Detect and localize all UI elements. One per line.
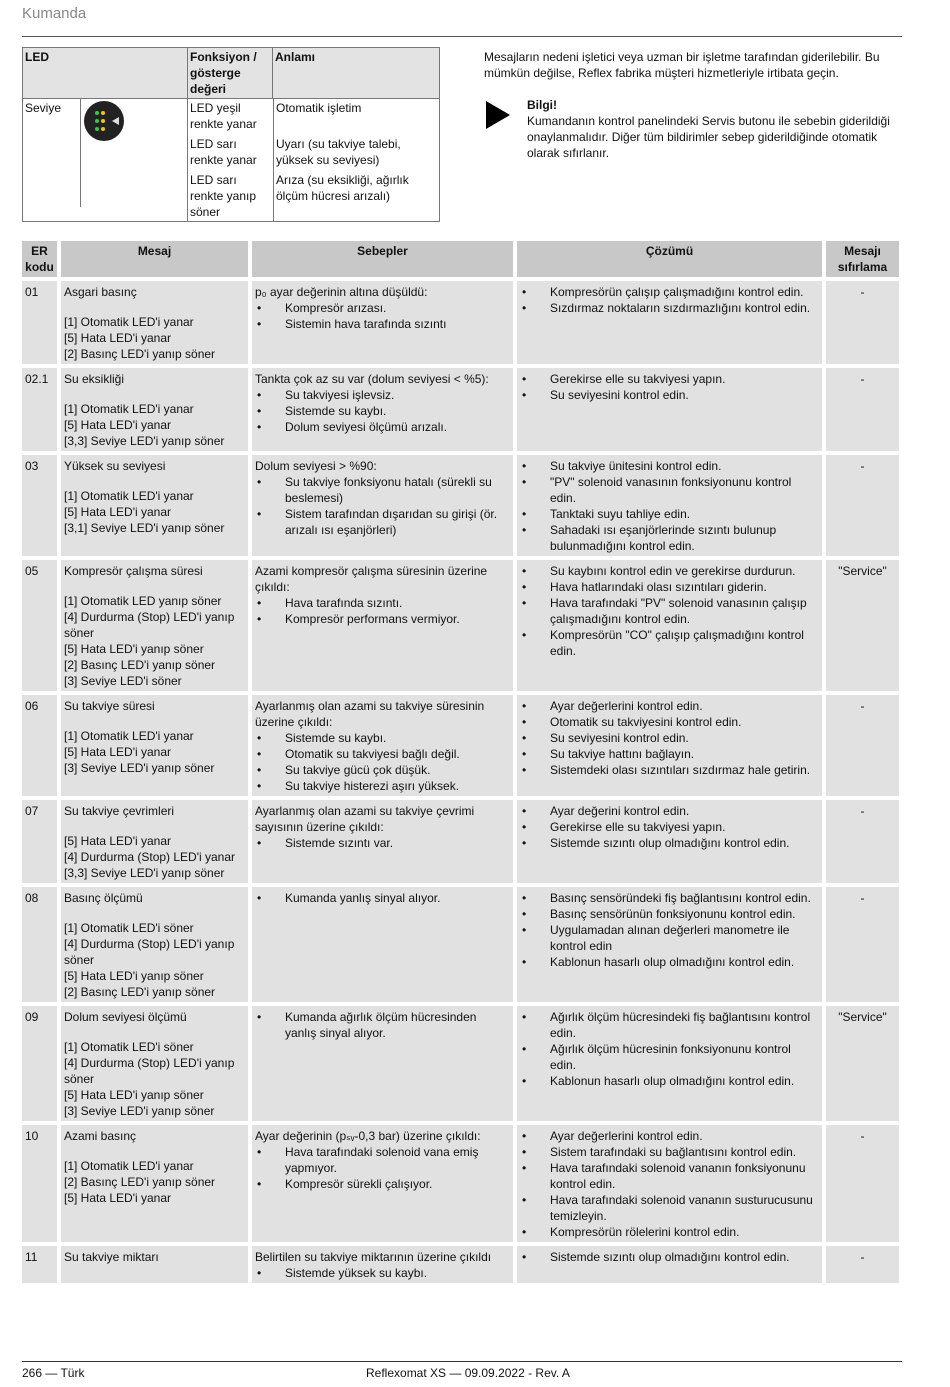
table-row (22, 695, 899, 796)
error-reset: - (826, 1246, 899, 1283)
page-header-title: Kumanda (22, 5, 87, 22)
error-code: 07 (22, 800, 57, 883)
led-status: [3,3] Seviye LED'i yanıp söner (64, 866, 225, 880)
error-code: 01 (22, 281, 57, 364)
error-code: 03 (22, 455, 57, 556)
error-causes (252, 800, 513, 883)
cause-item: • Kompresör performans vermiyor. (255, 611, 510, 627)
solution-item: • Ayar değerini kontrol edin. (520, 803, 819, 819)
cause-intro: Tankta çok az su var (dolum seviyesi < %5): (255, 372, 489, 386)
solution-item: • Kompresörün çalışıp çalışmadığını kontrol edin. (520, 284, 819, 300)
error-solutions (517, 887, 822, 1002)
error-causes (252, 695, 513, 796)
error-causes (252, 1125, 513, 1242)
error-solutions (517, 455, 822, 556)
error-reset: "Service" (826, 560, 899, 691)
error-causes (252, 1246, 513, 1283)
solution-item: • Tanktaki suyu tahliye edin. (520, 506, 819, 522)
error-reset: - (826, 887, 899, 1002)
message-title: Dolum seviyesi ölçümü (64, 1010, 187, 1024)
solution-item: • Ağırlık ölçüm hücresinin fonksiyonunu kontrol edin. (520, 1041, 819, 1073)
solution-item: • Basınç sensörünün fonksiyonunu kontrol edin. (520, 906, 819, 922)
solution-item: • Su kaybını kontrol edin ve gerekirse durdurun. (520, 563, 819, 579)
message-title: Yüksek su seviyesi (64, 459, 166, 473)
led-status: [5] Hata LED'i yanar (64, 331, 172, 345)
cause-intro: Ayar değerinin (pₛᵥ-0,3 bar) üzerine çıkıldı: (255, 1129, 481, 1143)
cause-intro: Belirtilen su takviye miktarının üzerine çıkıldı (255, 1250, 492, 1264)
cause-intro: Ayarlanmış olan azami su takviye çevrimi sayısının üzerine çıkıldı: (255, 804, 475, 834)
led-status: [2] Basınç LED'i yanıp söner (64, 347, 216, 361)
led-status: [2] Basınç LED'i yanıp söner (64, 985, 216, 999)
table-row (22, 560, 899, 691)
led-status: [4] Durdurma (Stop) LED'i yanıp söner (64, 937, 235, 967)
solution-item: • Hava tarafındaki solenoid vananın fonksiyonunu kontrol edin. (520, 1160, 819, 1192)
solution-item: • Kablonun hasarlı olup olmadığını kontrol edin. (520, 1073, 819, 1089)
cause-item: • Kompresör arızası. (255, 300, 510, 316)
led-status: [5] Hata LED'i yanar (64, 505, 172, 519)
play-arrow-icon (486, 101, 510, 129)
solution-header: Çözümü (517, 241, 822, 277)
led-function: LED sarı renkte yanar (188, 135, 274, 171)
led-status: [3] Seviye LED'i söner (64, 674, 182, 688)
solution-item: • Sistemde sızıntı olup olmadığını kontrol edin. (520, 835, 819, 851)
led-status: [5] Hata LED'i yanıp söner (64, 642, 204, 656)
error-message (61, 695, 248, 796)
solution-item: • Su takviye hattını bağlayın. (520, 746, 819, 762)
cause-item: • Sistemin hava tarafında sızıntı (255, 316, 510, 332)
error-message (61, 1125, 248, 1242)
cause-item: • Hava tarafında sızıntı. (255, 595, 510, 611)
footer-page: 266 — Türk (22, 1366, 85, 1380)
message-title: Kompresör çalışma süresi (64, 564, 203, 578)
cause-item: • Su takviyesi işlevsiz. (255, 387, 510, 403)
led-status: [5] Hata LED'i yanar (64, 418, 172, 432)
led-status: [3,1] Seviye LED'i yanıp söner (64, 521, 225, 535)
solution-item: • Sistem tarafındaki su bağlantısını kontrol edin. (520, 1144, 819, 1160)
error-message (61, 368, 248, 451)
led-status: [4] Durdurma (Stop) LED'i yanar (64, 850, 236, 864)
cause-item: • Otomatik su takviyesi bağlı değil. (255, 746, 510, 762)
led-status: [5] Hata LED'i yanıp söner (64, 969, 204, 983)
error-reset: - (826, 800, 899, 883)
code-header: ER kodu (22, 241, 57, 277)
led-icon-cell (81, 99, 188, 207)
note-title: Bilgi! (527, 98, 557, 112)
solution-item: • Basınç sensöründeki fiş bağlantısını kontrol edin. (520, 890, 819, 906)
solution-item: • Ağırlık ölçüm hücresindeki fiş bağlantısını kontrol edin. (520, 1009, 819, 1041)
message-title: Basınç ölçümü (64, 891, 143, 905)
level-led-icon (84, 101, 124, 141)
table-row (22, 887, 899, 1002)
led-status: [1] Otomatik LED'i söner (64, 921, 194, 935)
solution-item: • Ayar değerlerini kontrol edin. (520, 1128, 819, 1144)
solution-item: • "PV" solenoid vanasının fonksiyonunu kontrol edin. (520, 474, 819, 506)
solution-item: • Otomatik su takviyesini kontrol edin. (520, 714, 819, 730)
reset-header: Mesajı sıfırlama (826, 241, 899, 277)
led-meaning: Uyarı (su takviye talebi, yüksek su seviyesi) (276, 137, 401, 167)
led-status: [3] Seviye LED'i yanıp söner (64, 1104, 215, 1118)
error-reset: - (826, 455, 899, 556)
solution-item: • Hava tarafındaki "PV" solenoid vanasının çalışıp çalışmadığını kontrol edin. (520, 595, 819, 627)
error-message (61, 1006, 248, 1121)
solution-item: • Sistemde sızıntı olup olmadığını kontrol edin. (520, 1249, 819, 1265)
led-meaning: Arıza (su eksikliği, ağırlık ölçüm hücresi arızalı) (276, 173, 409, 203)
error-causes (252, 887, 513, 1002)
led-status: [1] Otomatik LED'i yanar (64, 402, 194, 416)
led-status: [3] Seviye LED'i yanıp söner (64, 761, 215, 775)
intro-paragraph: Mesajların nedeni işletici veya uzman bir işletme tarafından giderilebilir. Bu mümkün değilse, Reflex fabrika müşteri hizmetleriyle irtibata geçin. (484, 50, 880, 80)
error-message (61, 1246, 248, 1283)
led-status: [3,3] Seviye LED'i yanıp söner (64, 434, 225, 448)
header-divider (22, 36, 902, 37)
cause-item: • Su takviye histerezi aşırı yüksek. (255, 778, 510, 794)
error-solutions (517, 281, 822, 364)
solution-item: • Kompresörün "CO" çalışıp çalışmadığını kontrol edin. (520, 627, 819, 659)
solution-item: • Gerekirse elle su takviyesi yapın. (520, 819, 819, 835)
cause-item: • Dolum seviyesi ölçümü arızalı. (255, 419, 510, 435)
error-solutions (517, 560, 822, 691)
solution-item: • Su takviye ünitesini kontrol edin. (520, 458, 819, 474)
causes-header: Sebepler (252, 241, 513, 277)
message-title: Su takviye süresi (64, 699, 155, 713)
error-message (61, 455, 248, 556)
led-function: LED sarı renkte yanıp söner (188, 171, 274, 221)
solution-item: • Kompresörün rölelerini kontrol edin. (520, 1224, 819, 1240)
led-table (22, 47, 440, 222)
cause-intro: Dolum seviyesi > %90: (255, 459, 377, 473)
error-causes (252, 1006, 513, 1121)
solution-item: • Sistemdeki olası sızıntıları sızdırmaz hale getirin. (520, 762, 819, 778)
error-causes (252, 455, 513, 556)
led-status: [1] Otomatik LED'i yanar (64, 489, 194, 503)
function-header: Fonksiyon / gösterge değeri (188, 48, 273, 99)
cause-item: • Sistemde su kaybı. (255, 730, 510, 746)
message-title: Su takviye çevrimleri (64, 804, 175, 818)
cause-item: • Kumanda yanlış sinyal alıyor. (255, 890, 510, 906)
message-title: Su eksikliği (64, 372, 125, 386)
error-reset: - (826, 281, 899, 364)
footer-divider (22, 1361, 902, 1362)
led-status: [1] Otomatik LED'i yanar (64, 729, 194, 743)
cause-item: • Sistemde sızıntı var. (255, 835, 510, 851)
cause-item: • Su takviye gücü çok düşük. (255, 762, 510, 778)
led-header: LED (23, 48, 188, 99)
cause-intro: Ayarlanmış olan azami su takviye süresinin üzerine çıkıldı: (255, 699, 485, 729)
error-code: 08 (22, 887, 57, 1002)
error-message (61, 281, 248, 364)
error-solutions (517, 800, 822, 883)
cause-item: • Su takviye fonksiyonu hatalı (sürekli su beslemesi) (255, 474, 510, 506)
error-code: 10 (22, 1125, 57, 1242)
led-status: [2] Basınç LED'i yanıp söner (64, 658, 216, 672)
led-status: [2] Basınç LED'i yanıp söner (64, 1175, 216, 1189)
error-reset: - (826, 1125, 899, 1242)
solution-item: • Kablonun hasarlı olup olmadığını kontrol edin. (520, 954, 819, 970)
error-table (18, 237, 903, 1287)
error-code: 05 (22, 560, 57, 691)
table-row (22, 800, 899, 883)
table-row (22, 1006, 899, 1121)
table-row (22, 1125, 899, 1242)
led-status: [5] Hata LED'i yanar (64, 834, 172, 848)
table-row (22, 1246, 899, 1283)
error-message (61, 800, 248, 883)
led-cell (23, 99, 188, 222)
led-status: [4] Durdurma (Stop) LED'i yanıp söner (64, 1056, 235, 1086)
led-status: [4] Durdurma (Stop) LED'i yanıp söner (64, 610, 235, 640)
cause-item: • Sistemde su kaybı. (255, 403, 510, 419)
cause-intro: p₀ ayar değerinin altına düşüldü: (255, 285, 428, 299)
error-causes (252, 368, 513, 451)
led-status: [1] Otomatik LED'i yanar (64, 315, 194, 329)
cause-item: • Sistemde yüksek su kaybı. (255, 1265, 510, 1281)
error-reset: - (826, 368, 899, 451)
solution-item: • Ayar değerlerini kontrol edin. (520, 698, 819, 714)
error-solutions (517, 695, 822, 796)
error-reset: - (826, 695, 899, 796)
level-label: Seviye (23, 99, 81, 207)
cause-item: • Kompresör sürekli çalışıyor. (255, 1176, 510, 1192)
error-code: 09 (22, 1006, 57, 1121)
info-note (484, 97, 904, 161)
cause-intro: Azami kompresör çalışma süresinin üzerine çıkıldı: (255, 564, 488, 594)
error-message (61, 560, 248, 691)
meaning-header: Anlamı (273, 48, 440, 99)
error-solutions (517, 1006, 822, 1121)
message-title: Azami basınç (64, 1129, 137, 1143)
led-status: [1] Otomatik LED yanıp söner (64, 594, 222, 608)
cause-item: • Kumanda ağırlık ölçüm hücresinden yanlış sinyal alıyor. (255, 1009, 510, 1041)
led-status: [5] Hata LED'i yanar (64, 1191, 172, 1205)
error-solutions (517, 368, 822, 451)
table-row (22, 281, 899, 364)
solution-item: • Su seviyesini kontrol edin. (520, 730, 819, 746)
message-title: Su takviye miktarı (64, 1250, 159, 1264)
solution-item: • Uygulamadan alınan değerleri manometre ile kontrol edin (520, 922, 819, 954)
error-solutions (517, 1246, 822, 1283)
error-reset: "Service" (826, 1006, 899, 1121)
solution-item: • Su seviyesini kontrol edin. (520, 387, 819, 403)
error-code: 02.1 (22, 368, 57, 451)
solution-item: • Hava tarafındaki solenoid vananın susturucusunu temizleyin. (520, 1192, 819, 1224)
cause-item: • Hava tarafındaki solenoid vana emiş yapmıyor. (255, 1144, 510, 1176)
solution-item: • Hava hatlarındaki olası sızıntıları giderin. (520, 579, 819, 595)
error-solutions (517, 1125, 822, 1242)
message-title: Asgari basınç (64, 285, 137, 299)
footer-doc: Reflexomat XS — 09.09.2022 - Rev. A (366, 1366, 570, 1380)
error-code: 06 (22, 695, 57, 796)
error-message (61, 887, 248, 1002)
cause-item: • Sistem tarafından dışarıdan su girişi (ör. arızalı ısı eşanjörleri) (255, 506, 510, 538)
solution-item: • Sahadaki ısı eşanjörlerinde sızıntı bulunup bulunmadığını kontrol edin. (520, 522, 819, 554)
note-text: Kumandanın kontrol panelindeki Servis butonu ile sebebin giderildiği onaylanmalıdır. Diğer tüm bildirimler sebep giderildiğinde otomatik olarak sıfırlanır. (527, 114, 890, 160)
table-row (22, 455, 899, 556)
solution-item: • Gerekirse elle su takviyesi yapın. (520, 371, 819, 387)
table-row (22, 368, 899, 451)
led-status: [1] Otomatik LED'i yanar (64, 1159, 194, 1173)
error-code: 11 (22, 1246, 57, 1283)
error-causes (252, 560, 513, 691)
message-header: Mesaj (61, 241, 248, 277)
led-meaning: Otomatik işletim (276, 101, 362, 115)
solution-item: • Sızdırmaz noktaların sızdırmazlığını kontrol edin. (520, 300, 819, 316)
led-status: [5] Hata LED'i yanar (64, 745, 172, 759)
error-causes (252, 281, 513, 364)
led-status: [5] Hata LED'i yanıp söner (64, 1088, 204, 1102)
led-rows-cell (188, 99, 440, 222)
led-function: LED yeşil renkte yanar (188, 99, 274, 135)
led-status: [1] Otomatik LED'i söner (64, 1040, 194, 1054)
